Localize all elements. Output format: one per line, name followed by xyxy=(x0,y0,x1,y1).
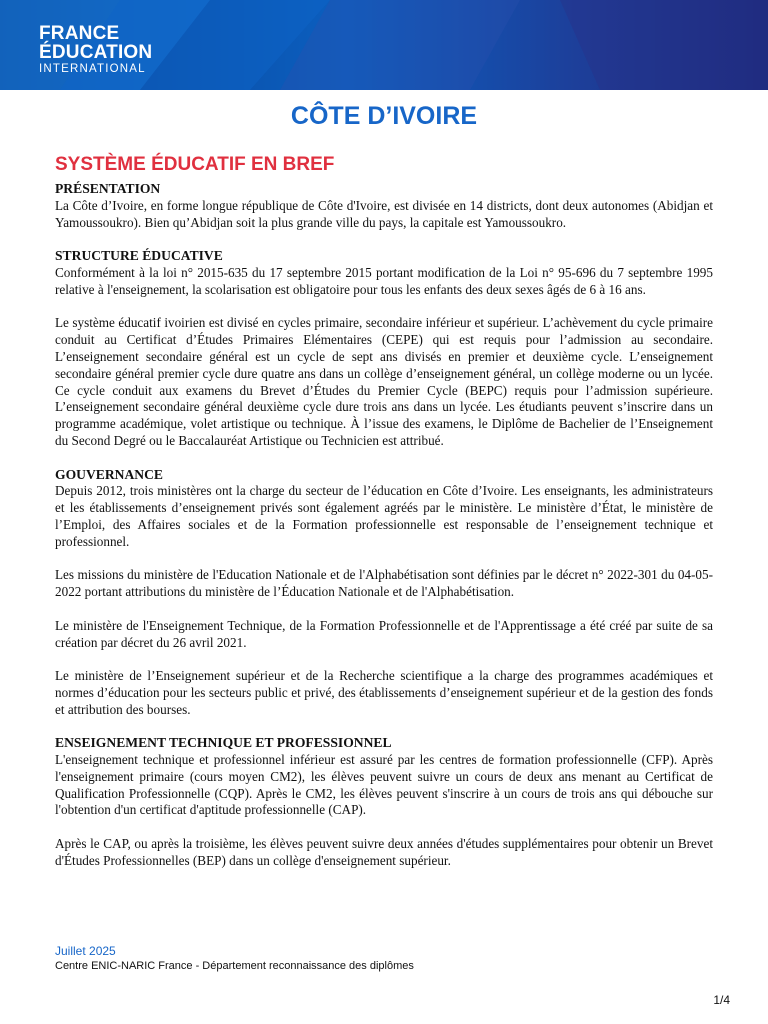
footer-organization: Centre ENIC-NARIC France - Département reconnaissance des diplômes xyxy=(55,960,414,972)
heading-structure: STRUCTURE ÉDUCATIVE xyxy=(55,248,223,264)
gouvernance-paragraph-4: Le ministère de l’Enseignement supérieur et de la Recherche scientifique a la charge des programmes académiques et normes d’éducation pour les secteurs public et privé, des établissements d’enseignement supérieur et de la gestion des fonds et attribution des bourses. xyxy=(55,668,713,717)
structure-paragraph-2: Le système éducatif ivoirien est divisé en cycles primaire, secondaire inférieur et supérieur. L’achèvement du cycle primaire conduit au Certificat d’Études Primaires Elémentaires (CEPE) qui est requis pour l’admission au secondaire. L’enseignement secondaire général est un cycle de sept ans divisés en premier et deuxième cycle. L’enseignement secondaire général premier cycle dure quatre ans dans un collège d’enseignement général, un collège moderne ou un lycée. Ce cycle conduit aux examens du Brevet d’Études du Premier Cycle (BEPC) requis pour l’admission supérieure. L’enseignement secondaire général deuxième cycle dure trois ans dans un lycée. Les étudiants peuvent s’inscrire dans un programme académique, volet artistique ou technique. À l’issue des examens, le Diplôme de Bachelier de l’Enseignement du Second Degré ou le Baccalauréat Artistique ou Technicien est attribué. xyxy=(55,315,713,448)
technique-paragraph-2: Après le CAP, ou après la troisième, les élèves peuvent suivre deux années d'études supplémentaires pour obtenir un Brevet d'Études Professionnelles (BEP) dans un collège d'enseignement supérieur. xyxy=(55,836,713,868)
gouvernance-paragraph-1: Depuis 2012, trois ministères ont la charge du secteur de l’éducation en Côte d’Ivoire. Les enseignants, les administrateurs et les établissements d’enseignement privés sont également agréés par le ministère. Le ministère d’État, le ministère de l’Emploi, des Affaires sociales et de la Formation professionnelle est responsable de l’enseignement technique et professionnel. xyxy=(55,483,713,549)
gouvernance-paragraph-2: Les missions du ministère de l'Education Nationale et de l'Alphabétisation sont définies par le décret n° 2022-301 du 04-05-2022 portant attributions du ministère de l’Éducation Nationale et de l'Alphabétisation. xyxy=(55,567,713,600)
technique-paragraph-1: L'enseignement technique et professionnel inférieur est assuré par les centres de formation professionnelle (CFP). Après l'enseignement primaire (cours moyen CM2), les élèves peuvent suivre un cours de deux ans menant au Certificat de Qualification Professionnelle (CQP). Après le CM2, les élèves peuvent s'inscrire à un cours de trois ans qui débouche sur l'obtention d'un certificat d'aptitude professionnelle (CAP). xyxy=(55,752,713,818)
logo-line-1: FRANCE xyxy=(39,23,120,44)
page-number: 1/4 xyxy=(713,993,730,1007)
logo xyxy=(39,24,152,75)
document-body xyxy=(55,181,713,870)
heading-presentation: PRÉSENTATION xyxy=(55,181,161,196)
section-title: SYSTÈME ÉDUCATIF EN BREF xyxy=(55,154,335,175)
heading-gouvernance: GOUVERNANCE xyxy=(55,466,163,482)
presentation-paragraph: La Côte d’Ivoire, en forme longue république de Côte d'Ivoire, est divisée en 14 districts, dont deux autonomes (Abidjan et Yamoussoukro). Bien qu’Abidjan soit la plus grande ville du pays, la capitale est Yamoussoukro. xyxy=(55,197,713,230)
country-title: CÔTE D’IVOIRE xyxy=(290,102,478,130)
header-banner xyxy=(0,0,768,90)
gouvernance-paragraph-3: Le ministère de l'Enseignement Technique, de la Formation Professionnelle et de l'Apprentissage a été créé par suite de sa création par décret du 26 avril 2021. xyxy=(55,617,713,650)
heading-technique: ENSEIGNEMENT TECHNIQUE ET PROFESSIONNEL xyxy=(55,735,392,751)
footer-date: Juillet 2025 xyxy=(55,944,116,958)
logo-line-2: ÉDUCATION xyxy=(39,42,153,63)
logo-line-3: INTERNATIONAL xyxy=(39,63,146,75)
structure-paragraph-1: Conformément à la loi n° 2015-635 du 17 septembre 2015 portant modification de la Loi n° 95-696 du 7 septembre 1995 relative à l'enseignement, la scolarisation est obligatoire pour tous les enfants des deux sexes âgés de 6 à 16 ans. xyxy=(55,264,713,297)
